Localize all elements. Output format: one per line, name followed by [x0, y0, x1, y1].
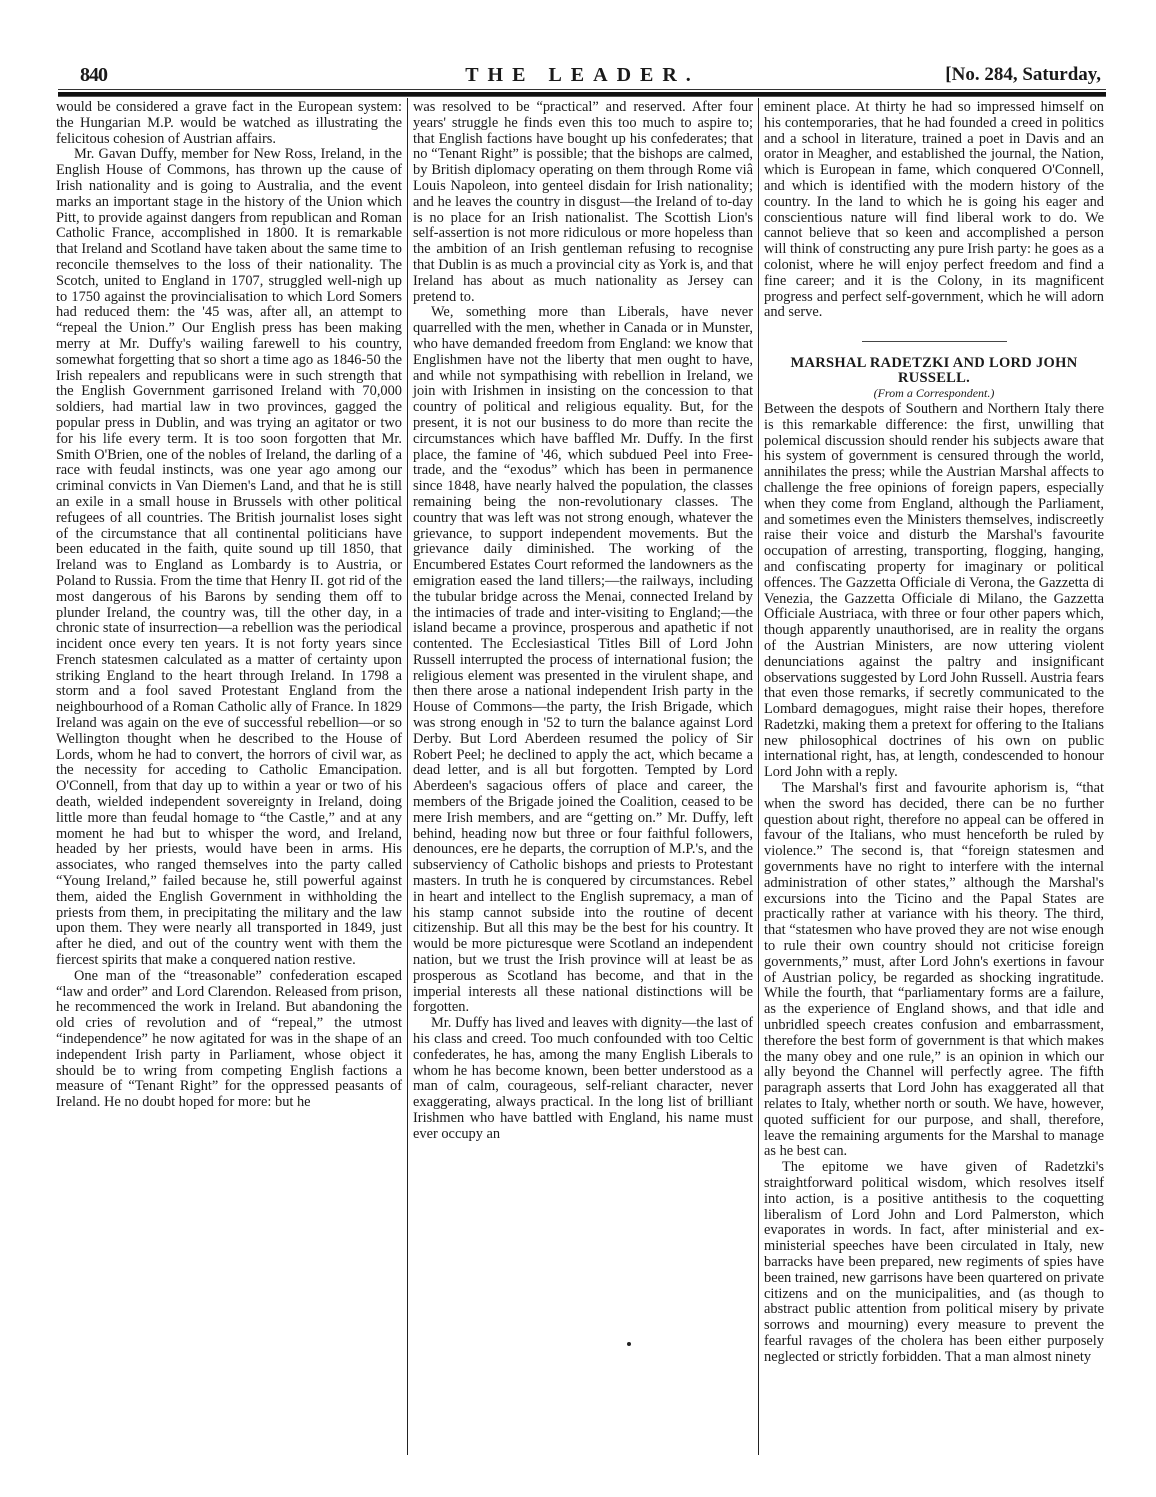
column-divider: [407, 98, 408, 1455]
paragraph: would be considered a grave fact in the European system: the Hungarian M.P. would be watched as illustrating the felicitous cohesion of Austrian affairs.: [56, 99, 402, 147]
column-3: [764, 100, 1104, 1366]
issue-info: [No. 284, Saturday,: [945, 64, 1101, 85]
paragraph: eminent place. At thirty he had so impressed himself on his contemporaries, that he had founded a creed in politics and a school in literature, trained a poet in Davis and an orator in Meagher, and established the journal, the Nation, which is European in fame, which conquered O'Connell, and which is identified with the modern history of the country. In the land to which he is going his eager and conscientious nature will find liberal work to do. We cannot believe that so keen and accomplished a person will think of constructing any pure Irish party: he goes as a colonist, where he will enjoy perfect freedom and find a fine career; and it is the Colony, in its magnificent progress and perfect self-government, which he will adorn and serve.: [764, 99, 1104, 321]
paragraph: One man of the “treasonable” confederation escaped “law and order” and Lord Clarendon. Released from prison, he recommenced the work in Ireland. But abandoning the old cries of revolution and of “repeal,” the utmost “independence” he now agitated for was in the shape of an independent Irish party in Parliament, whose object it should be to wring from competing English factions a measure of “Tenant Right” for the oppressed peasants of Ireland. He no doubt hoped for more: but he: [56, 967, 402, 1111]
masthead: [60, 60, 1105, 90]
paragraph: Mr. Duffy has lived and leaves with dignity—the last of his class and creed. Too much confounded with too Celtic confederates, he has, among the many English Liberals to whom he has become known, been better understood as a man of calm, courageous, self-reliant character, never exaggerating, always practical. In the long list of brilliant Irishmen who have battled with England, his name must ever occupy an: [413, 1015, 753, 1142]
paragraph: We, something more than Liberals, have never quarrelled with the men, whether in Canada or in Munster, who have demanded freedom from England: we know that Englishmen have not the liberty that men ought to have, and while not sympathising with rebellion in Ireland, we join with Irishmen in insisting on the concession to that country of political and religious equality. But, for the present, it is not our business to do more than recite the circumstances which have baffled Mr. Duffy. In the first place, the famine of '46, which subdued Peel into Free-trade, and the “exodus” which has been in permanence since 1848, have nearly halved the population, the classes remaining being the non-revolutionary classes. The country that was left was not strong enough, whatever the grievance, to support independent movements. But the grievance daily diminished. The working of the Encumbered Estates Court reformed the landowners as the emigration eased the land tillers;—the railways, including the tubular bridge across the Menai, connected Ireland by the intimacies of trade and inter-visiting to England;—the island became a province, prosperous and apathetic if not contented. The Ecclesiastical Titles Bill of Lord John Russell interrupted the process of international fusion; the religious element was presented in the virulent shape, and then there arose a national independent Irish party in the House of Commons—the party, the Irish Brigade, which was strong enough in '52 to turn the balance against Lord Derby. But Lord Aberdeen resumed the policy of Sir Robert Peel; he declined to apply the act, which became a dead letter, and is all but forgotten. Tempted by Lord Aberdeen's sagacious offers of place and career, the members of the Brigade joined the Coalition, ceased to be mere Irish members, and are “getting on.” Mr. Duffy, left behind, heading now but three or four faithful followers, denounces, ere he departs, the corruption of M.P.'s, and the subserviency of Catholic bishops and priests to Protestant masters. In truth he is conquered by circumstances. Rebel in heart and intellect to the English supremacy, a man of his stamp cannot subside into the routine of decent citizenship. But all this may be the best for his country. It would be more picturesque were Scotland an independent nation, but we trust the Irish province will at least be as prosperous as Scotland has become, and that in the imperial interests all these national distinctions will be forgotten.: [413, 304, 753, 1016]
paragraph: was resolved to be “practical” and reserved. After four years' struggle he finds even this too much to aspire to; that English factions have bought up his confederates; that no “Tenant Right” is possible; that the bishops are calmed, by British diplomacy operating on them through Rome viâ Louis Napoleon, into genteel disdain for Irish nationality; and he leaves the country in disgust—the Ireland of to-day is no place for an Irish nationalist. The Scottish Lion's self-assertion is not more ridiculous or more hopeless than the ambition of an Irish gentleman refusing to recognise that Dublin is as much a provincial city as York is, and that Ireland has about as much nationality as Jersey can pretend to.: [413, 99, 753, 305]
print-speck: [627, 1342, 631, 1346]
page-number: 840: [80, 64, 107, 86]
column-divider: [758, 98, 759, 1455]
article-byline: (From a Correspondent.): [873, 386, 995, 401]
paragraph: The Marshal's first and favourite aphorism is, “that when the sword has decided, there can be no further question about right, therefore no appeal can be offered in favour of the Italians, who must henceforth be ruled by violence.” The second is, that “foreign statesmen and governments have no right to interfere with the internal administration of other states,” although the Marshal's excursions into the Ticino and the Papal States are practically rather at variance with his theory. The third, that “statesmen who have proved they are not wise enough to rule their own country should not criticise foreign governments,” must, after Lord John's exertions in favour of Austrian policy, be regarded as shocking ingratitude. While the fourth, that “parliamentary forms are a failure, as the experience of England shows, and that idle and unbridled speech creates confusion and embarrassment, therefore the best form of government is that which makes the many obey and one rule,” is an opinion in which our ally beyond the Channel will perfectly agree. The fifth paragraph asserts that Lord John has exaggerated all that relates to Italy, whether north or south. We have, however, quoted sufficient for our purpose, and shall, therefore, leave the remaining arguments for the Marshal to manage as he best can.: [764, 780, 1104, 1160]
article-headline: MARSHAL RADETZKI AND LORD JOHN RUSSELL.: [790, 355, 1078, 387]
article-divider: [862, 341, 1007, 342]
paragraph: Mr. Gavan Duffy, member for New Ross, Ireland, in the English House of Commons, has thrown up the cause of Irish nationality and is going to Australia, and the event marks an important stage in the history of the Union which Pitt, to provide against dangers from republican and Roman Catholic France, accomplished in 1800. It is remarkable that Ireland and Scotland have taken about the same time to reconcile themselves to the loss of their nationality. The Scotch, united to England in 1707, struggled well-nigh up to 1750 against the provincialisation to which Lord Somers had reduced them: the '45 was, after all, an attempt to “repeal the Union.” Our English press has been making merry at Mr. Duffy's wailing farewell to his country, somewhat forgetting that so short a time ago as 1846-50 the Irish repealers and republicans were in such strength that the English Government garrisoned Ireland with 70,000 soldiers, had martial law in two provinces, gagged the popular press in Dublin, and was trying an agitator or two for his life every term. It is too soon forgotten that Mr. Smith O'Brien, one of the nobles of Ireland, the darling of a race with feudal instincts, was one year ago among our criminal convicts in Van Diemen's Land, and that he is still an exile in a small house in Brussels with other political refugees of all countries. The British journalist loses sight of the circumstance that all continental politicians have been educated in the faith, quite sound up till 1850, that Ireland was to England as Lombardy is to Austria, or Poland to Russia. From the time that Henry II. got rid of the most dangerous of his Barons by sending them off to plunder Ireland, the country was, till the other day, in a chronic state of insurrection—a rebellion was the periodical incident once every ten years. It is not forty years since French statesmen calculated as a matter of certainty upon striking England to the heart through Ireland. In 1798 a storm and a fool saved Protestant England from the neighbourhood of a Roman Catholic ally of France. In 1829 Ireland was again on the eve of successful rebellion—or so Wellington thought when he described to the House of Lords, whom he had to convert, the horrors of civil war, as the necessity for acceding to Catholic Emancipation. O'Connell, from that day up to within a year or two of his death, wielded independent sovereignty in Ireland, doing little more than feudal homage to “the Castle,” and at any moment he had but to whisper the word, and Ireland, headed by her priests, would have been in arms. His associates, who ranged themselves into the party called “Young Ireland,” failed because he, still powerful against them, aided the English Government in withholding the priests from them, in precipitating the military and the law upon them. They were nearly all transported in 1849, just after he died, and out of the country went with them the fiercest spirits that make a conquered nation restive.: [56, 146, 402, 969]
masthead-rule-thin: [58, 89, 1106, 90]
newspaper-title: THE LEADER.: [465, 64, 700, 86]
masthead-rule-thick: [58, 92, 1106, 97]
column-2: [413, 100, 753, 1143]
paragraph: Between the despots of Southern and Northern Italy there is this remarkable difference: the first, unwilling that polemical discussion should render his subjects aware that his system of government is censured through the world, annihilates the press; while the Austrian Marshal affects to challenge the free opinions of foreign papers, especially when they come from England, although the Parliament, and sometimes even the Ministers themselves, indiscreetly raise their voice and disturb the Marshal's favourite occupation of arresting, transporting, flogging, hanging, and confiscating property for imaginary or political offences. The Gazzetta Officiale di Verona, the Gazzetta di Venezia, the Gazzetta Officiale di Milano, the Gazzetta Officiale Austriaca, with three or four other papers which, though apparently unauthorised, are in reality the organs of the Austrian Ministers, are now uttering violent denunciations against the paltry and insignificant observations suggested by Lord John Russell. Austria fears that even those remarks, if secretly communicated to the Lombard demagogues, might raise their hopes, therefore Radetzki, making them a pretext for offering to the Italians new philosophical doctrines of his own on public international right, has, at length, condescended to honour Lord John with a reply.: [764, 400, 1104, 781]
paragraph: The epitome we have given of Radetzki's straightforward political wisdom, which resolves itself into action, is a positive antithesis to the coquetting liberalism of Lord John and Lord Palmerston, which evaporates in words. In fact, after ministerial and ex-ministerial speeches have been circulated in Italy, new barracks have been prepared, new regiments of spies have been trained, new garrisons have been quartered on private citizens and on the municipalities, and (as though to abstract public attention from political misery by private sorrows and mourning) every measure to prevent the fearful ravages of the cholera has been either purposely neglected or strictly forbidden. That a man almost ninety: [764, 1159, 1104, 1365]
column-1: [56, 100, 402, 1111]
